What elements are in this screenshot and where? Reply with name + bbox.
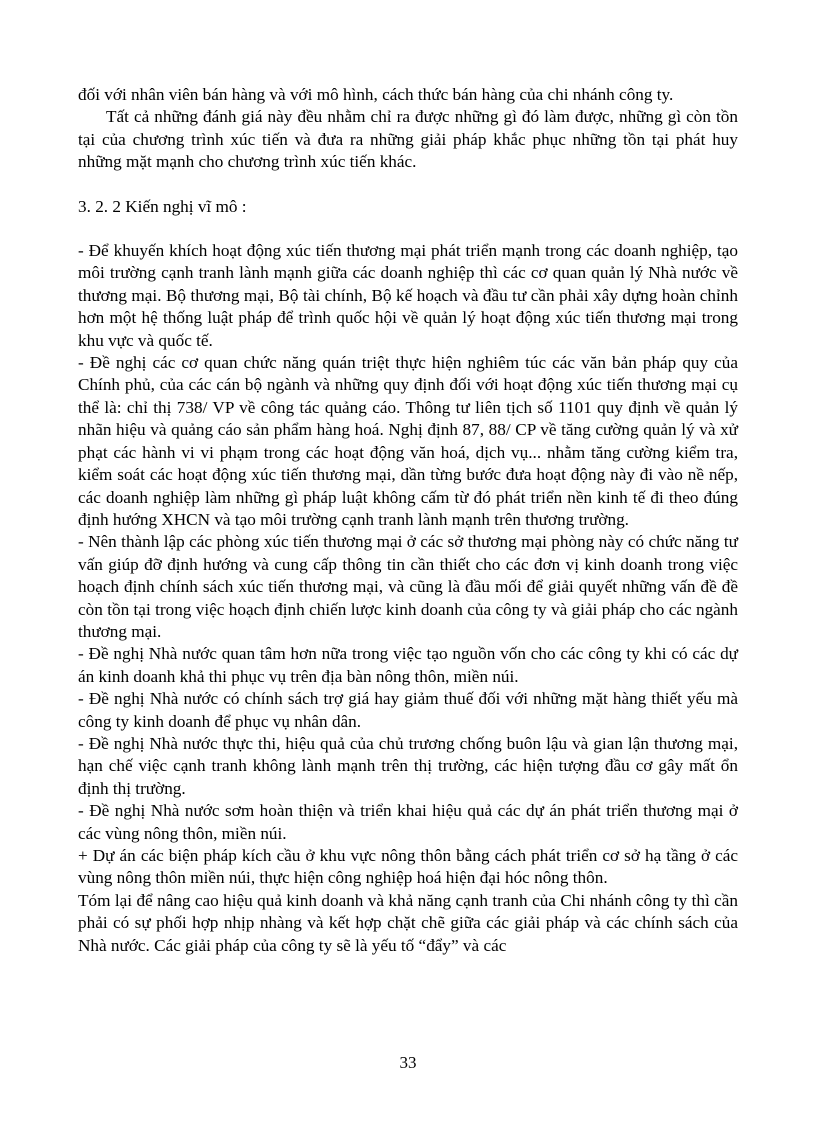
section-heading: 3. 2. 2 Kiến nghị vĩ mô :: [78, 196, 247, 216]
body-paragraph-7: - Đề nghị Nhà nước sơm hoàn thiện và triển khai hiệu quả các dự án phát triển thương mại ở các vùng nông thôn, miền núi.: [78, 801, 738, 843]
body-paragraph-5: - Đề nghị Nhà nước có chính sách trợ giá hay giảm thuế đối với những mặt hàng thiết yếu mà công ty kinh doanh để phục vụ nhân dân.: [78, 689, 738, 731]
document-page: [78, 84, 738, 957]
intro-paragraph-2: Tất cả những đánh giá này đều nhằm chỉ ra được những gì đó làm được, những gì còn tồn tại của chương trình xúc tiến và đưa ra những giải pháp khắc phục những tồn tại phát huy những mặt mạnh cho chương trình xúc tiến khác.: [78, 107, 738, 172]
body-paragraph-6: - Đề nghị Nhà nước thực thi, hiệu quả của chủ trương chống buôn lậu và gian lận thương mại, hạn chế việc cạnh tranh không lành mạnh trên thị trường, các hiện tượng đầu cơ gây mất ổn định thị trường.: [78, 733, 738, 798]
body-paragraph-2: - Đề nghị các cơ quan chức năng quán triệt thực hiện nghiêm túc các văn bản pháp quy của Chính phủ, của các cán bộ ngành và những quy định đối với hoạt động xúc tiến thương mại cụ thể là: chỉ thị 738/ VP về công tác quảng cáo. Thông tư liên tịch số 1101 quy định về quản lý nhãn hiệu và quảng cáo sản phẩm hàng hoá. Nghị định 87, 88/ CP về tăng cường quản lý và xử phạt các hành vi vi phạm trong các hoạt động văn hoá, dịch vụ... nhằm tăng cường kiểm tra, kiểm soát các hoạt động xúc tiến thương mại, dần từng bước đưa hoạt động này đi vào nề nếp, các doanh nghiệp làm những gì pháp luật không cấm từ đó phát triển nền kinh tế đi theo đúng định hướng XHCN và tạo môi trường cạnh tranh lành mạnh trên thương trường.: [78, 353, 738, 529]
body-paragraph-3: - Nên thành lập các phòng xúc tiến thương mại ở các sở thương mại phòng này có chức năng tư vấn giúp đỡ định hướng và cung cấp thông tin cần thiết cho các đơn vị kinh doanh trong việc hoạch định chính sách xúc tiến thương mại, và cũng là đầu mối để giải quyết những vấn đề đề còn tồn tại trong việc hoạch định chiến lược kinh doanh của công ty và giải pháp cho các ngành thương mại.: [78, 532, 738, 641]
conclusion-paragraph: Tóm lại để nâng cao hiệu quả kinh doanh và khả năng cạnh tranh của Chi nhánh công ty thì cần phải có sự phối hợp nhịp nhàng và kết hợp chặt chẽ giữa các giải pháp và các chính sách của Nhà nước. Các giải pháp của công ty sẽ là yếu tố “đẩy” và các: [78, 890, 738, 955]
page-number: 33: [399, 1053, 417, 1072]
body-paragraph-1: - Để khuyến khích hoạt động xúc tiến thương mại phát triển mạnh trong các doanh nghiệp, tạo môi trường cạnh tranh lành mạnh giữa các doanh nghiệp thì các cơ quan quản lý Nhà nước về thương mại. Bộ thương mại, Bộ tài chính, Bộ kế hoạch và đầu tư cần phải xây dựng hoàn chỉnh hơn một hệ thống luật pháp để trình quốc hội về quản lý hoạt động xúc tiến thương mại trong khu vực và quốc tế.: [78, 241, 738, 350]
intro-paragraph-1: đối với nhân viên bán hàng và với mô hình, cách thức bán hàng của chi nhánh công ty.: [78, 85, 674, 104]
body-paragraph-8: + Dự án các biện pháp kích cầu ở khu vực nông thôn bằng cách phát triển cơ sở hạ tầng ở các vùng nông thôn miền núi, thực hiện công nghiệp hoá hiện đại hóc nông thôn.: [78, 846, 738, 888]
body-paragraph-4: - Đề nghị Nhà nước quan tâm hơn nữa trong việc tạo nguồn vốn cho các công ty khi có các dự án kinh doanh khả thi phục vụ trên địa bàn nông thôn, miền núi.: [78, 644, 738, 686]
